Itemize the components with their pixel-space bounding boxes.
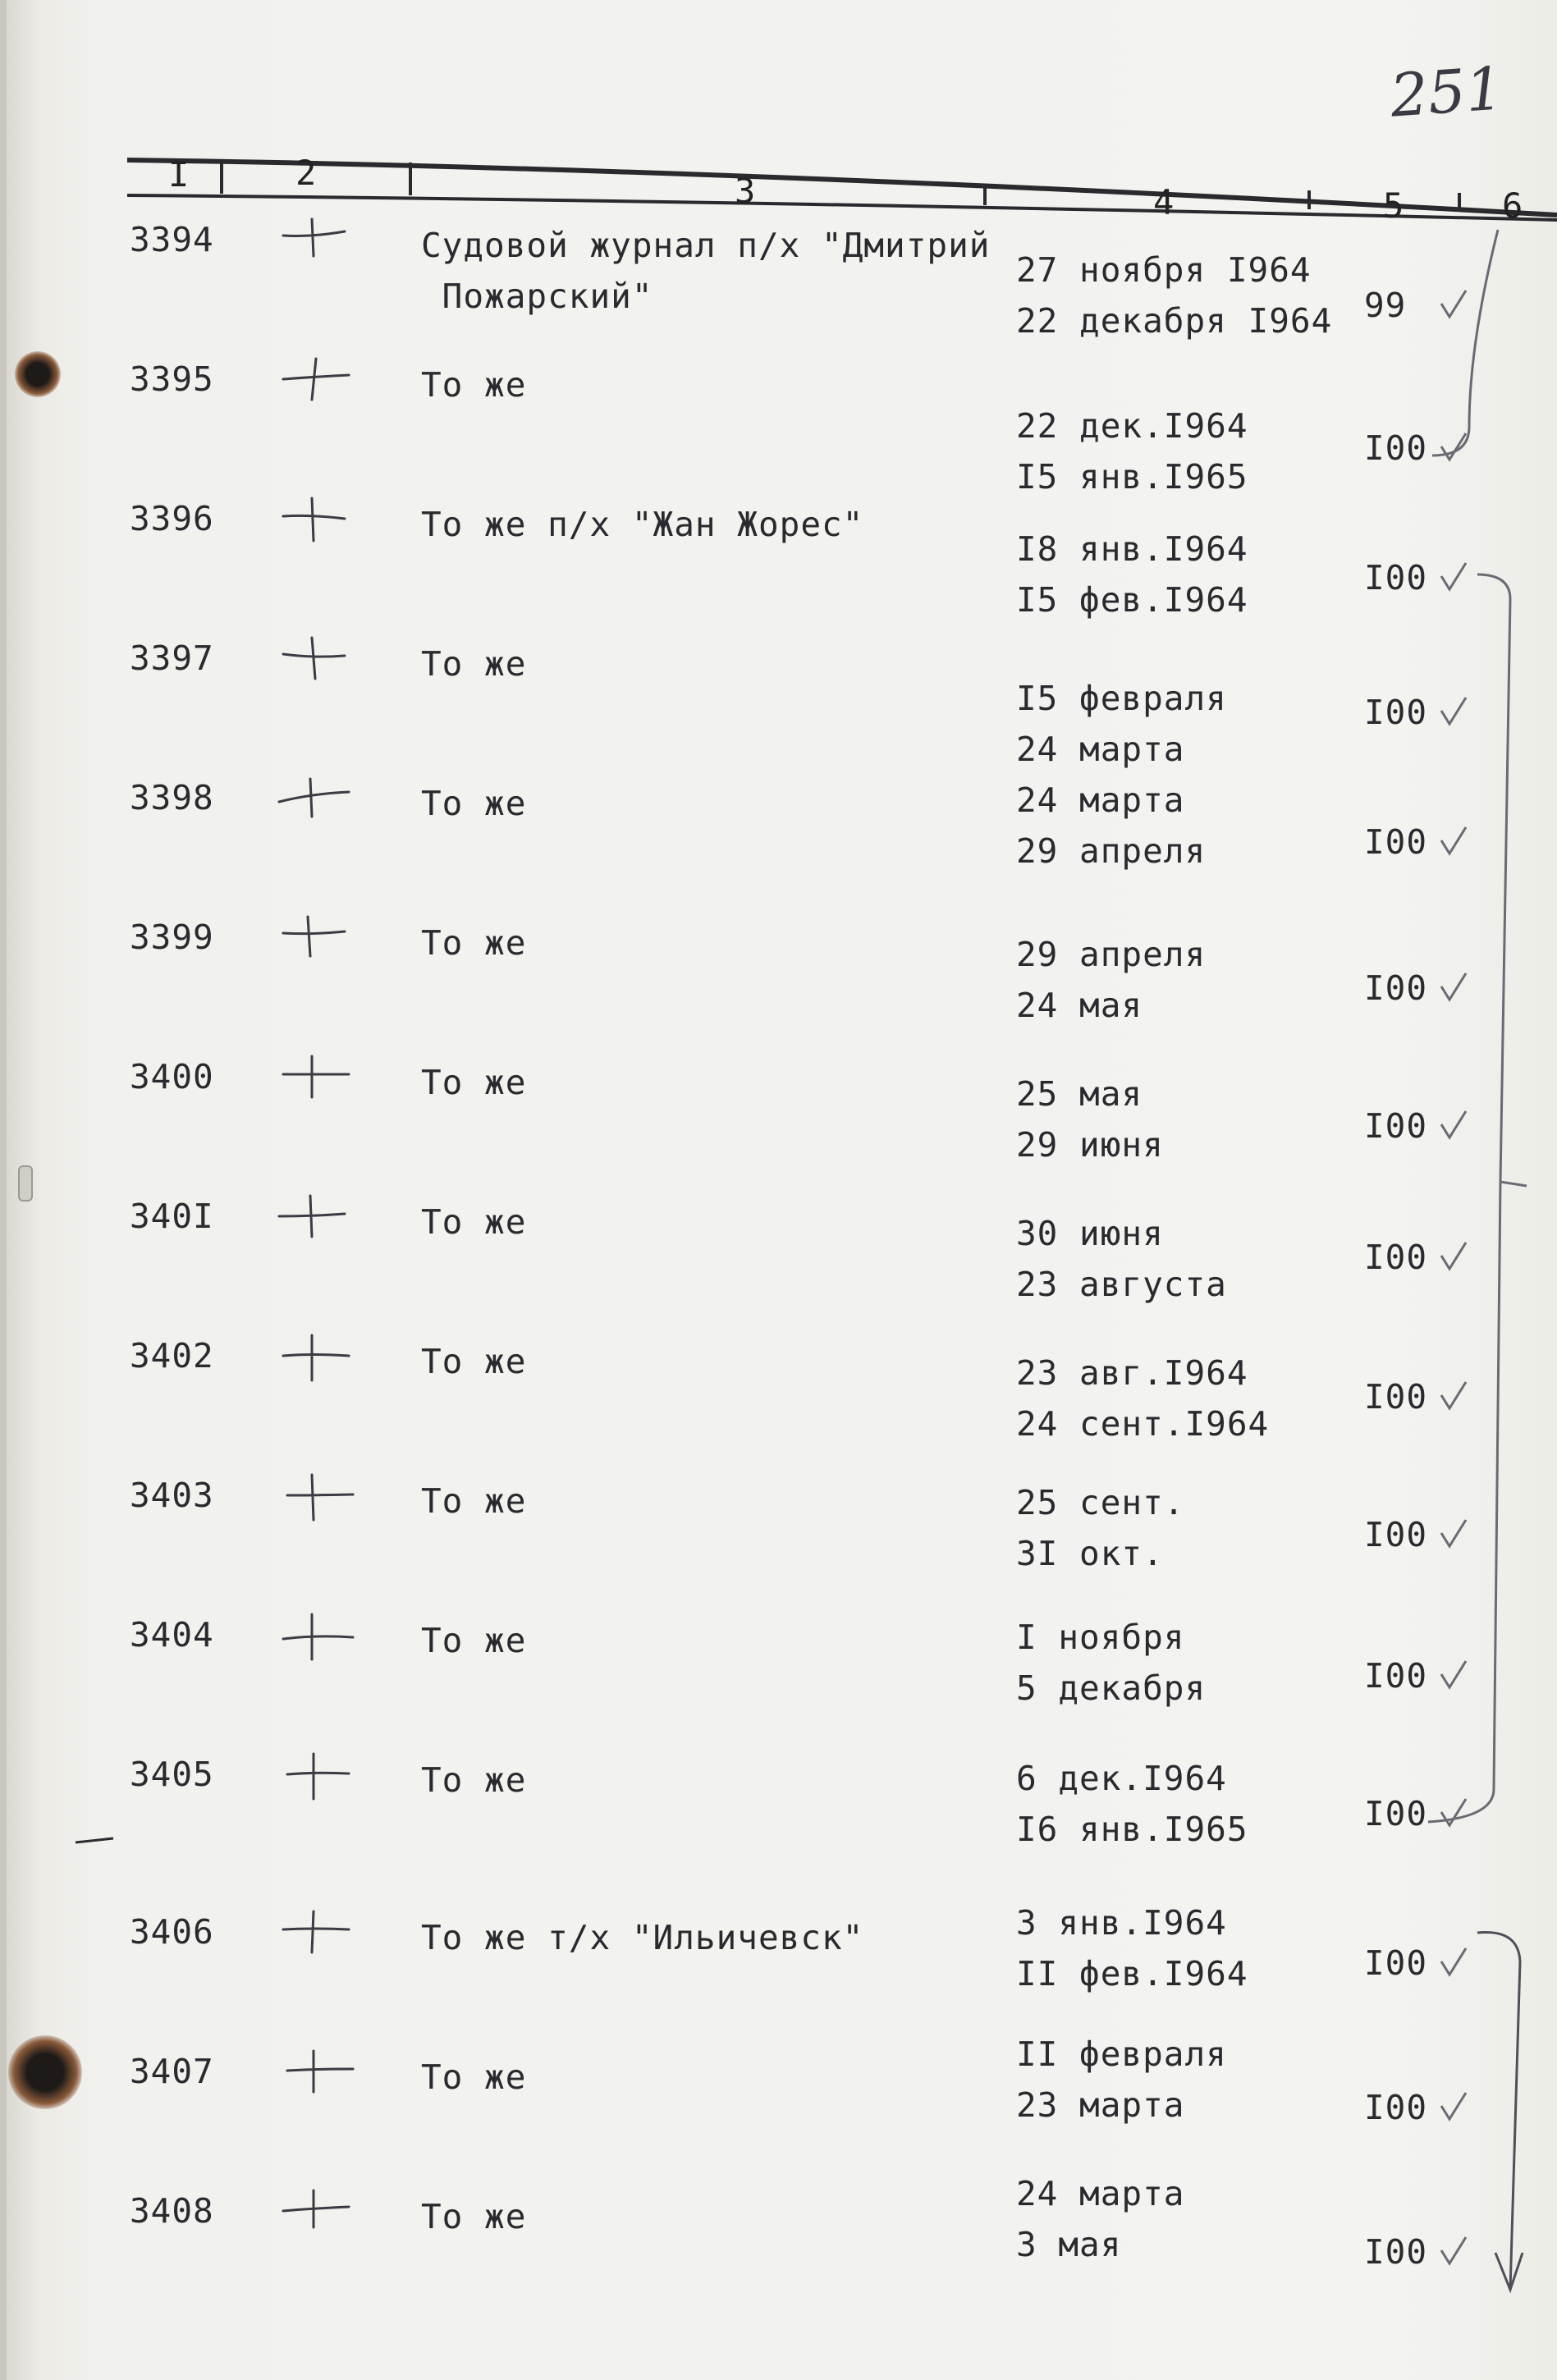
start-date: 27 ноября I964	[1016, 250, 1312, 290]
row-number: 3403	[130, 1476, 214, 1515]
row-dates	[1016, 1612, 1206, 1714]
row-dates	[1016, 929, 1206, 1031]
row-title: То же т/х "Ильичевск"	[421, 1918, 864, 1957]
end-date: 23 марта	[1016, 2085, 1185, 2125]
column-number-5: 5	[1383, 185, 1404, 226]
end-date: 29 апреля	[1016, 831, 1207, 871]
table-row	[0, 1476, 1557, 1599]
row-dates	[1016, 1477, 1184, 1579]
table-row	[0, 778, 1557, 901]
row-title: То же	[421, 923, 527, 963]
row-title: То же	[421, 1342, 527, 1381]
end-date: I5 янв.I965	[1016, 457, 1248, 497]
end-date: 24 сент.I964	[1016, 1404, 1270, 1444]
start-date: I5 февраля	[1016, 679, 1227, 718]
handwritten-cross-mark	[279, 1052, 353, 1110]
pencil-check-icon	[1438, 289, 1471, 322]
end-date: 5 декабря	[1016, 1668, 1207, 1708]
end-date: 29 июня	[1016, 1125, 1164, 1165]
row-number: 340I	[130, 1197, 214, 1236]
table-row	[0, 1615, 1557, 1738]
start-date: 25 мая	[1016, 1074, 1143, 1114]
handwritten-cross-mark	[279, 1750, 353, 1807]
pencil-check-icon	[1438, 826, 1471, 858]
pencil-check-icon	[1438, 1110, 1471, 1142]
row-dates	[1016, 1348, 1269, 1449]
pencil-check-icon	[1438, 1947, 1471, 1980]
handwritten-cross-mark	[279, 1610, 353, 1668]
start-date: 29 апреля	[1016, 935, 1207, 974]
handwritten-cross-mark	[279, 1192, 353, 1249]
start-date: 24 марта	[1016, 780, 1185, 820]
page-count: I00	[1364, 2232, 1428, 2272]
page-count: I00	[1364, 1238, 1428, 1277]
table-row	[0, 1197, 1557, 1320]
handwritten-cross-mark	[279, 355, 353, 412]
row-dates	[1016, 400, 1248, 502]
page-count: 99	[1364, 286, 1407, 325]
end-date: 3 мая	[1016, 2225, 1122, 2264]
table-row	[0, 918, 1557, 1041]
row-number: 3400	[130, 1057, 214, 1096]
table-row	[0, 1903, 1557, 2035]
pencil-check-icon	[1438, 1518, 1471, 1551]
handwritten-cross-mark	[279, 215, 353, 272]
page-count: I00	[1364, 1656, 1428, 1696]
folio-number: 251	[1387, 53, 1505, 130]
end-date: II фев.I964	[1016, 1954, 1248, 1993]
row-title: То же	[421, 1202, 527, 1242]
start-date: I ноября	[1016, 1618, 1185, 1657]
table-row	[0, 2034, 1557, 2175]
handwritten-cross-mark	[279, 1331, 353, 1389]
column-number-2: 2	[295, 153, 317, 193]
row-number: 3402	[130, 1336, 214, 1375]
start-date: 6 дек.I964	[1016, 1759, 1227, 1798]
row-number: 3395	[130, 359, 214, 399]
row-dates	[1016, 2029, 1227, 2131]
handwritten-cross-mark	[279, 2186, 353, 2244]
row-title: То же	[421, 1063, 527, 1102]
handwritten-cross-mark	[279, 494, 353, 552]
end-date: I6 янв.I965	[1016, 1810, 1248, 1849]
row-number: 3394	[130, 220, 214, 259]
start-date: 3 янв.I964	[1016, 1903, 1227, 1943]
row-title: То же	[421, 1481, 527, 1521]
column-number-4: 4	[1153, 182, 1175, 222]
row-title: То же	[421, 1760, 527, 1800]
row-dates	[1016, 1069, 1164, 1170]
page-count: I00	[1364, 1106, 1428, 1146]
pencil-check-icon	[1438, 1241, 1471, 1274]
handwritten-cross-mark	[279, 634, 353, 691]
pencil-check-icon	[1438, 561, 1471, 594]
row-number: 3406	[130, 1912, 214, 1952]
table-row	[0, 1755, 1557, 1878]
row-dates	[1016, 1897, 1248, 1999]
table-row	[0, 638, 1557, 769]
row-dates	[1016, 245, 1332, 346]
column-number-6: 6	[1502, 185, 1523, 226]
start-date: 30 июня	[1016, 1214, 1164, 1253]
row-number: 3408	[130, 2191, 214, 2231]
handwritten-cross-mark	[279, 2047, 353, 2104]
row-dates	[1016, 673, 1227, 775]
end-date: 3I окт.	[1016, 1534, 1164, 1573]
pencil-check-icon	[1438, 2236, 1471, 2268]
page-count: I00	[1364, 558, 1428, 597]
table-row	[0, 2174, 1557, 2314]
row-number: 3399	[130, 918, 214, 957]
row-title: Судовой журнал п/х "Дмитрий Пожарский"	[421, 226, 991, 316]
start-date: 23 авг.I964	[1016, 1353, 1248, 1393]
page-count: I00	[1364, 1943, 1428, 1983]
end-date: 24 мая	[1016, 986, 1143, 1025]
row-title: То же	[421, 784, 527, 823]
table-header-rule	[0, 0, 1557, 246]
pencil-check-icon	[1438, 972, 1471, 1005]
column-number-3: 3	[735, 171, 756, 211]
table-row	[0, 1057, 1557, 1180]
page-count: I00	[1364, 2088, 1428, 2127]
row-title: То же	[421, 2197, 527, 2236]
page-count: I00	[1364, 968, 1428, 1008]
end-date: 22 декабря I964	[1016, 301, 1333, 341]
page-count: I00	[1364, 822, 1428, 862]
row-number: 3404	[130, 1615, 214, 1655]
row-title: То же	[421, 2057, 527, 2097]
pencil-check-icon	[1438, 1659, 1471, 1692]
table-row	[0, 499, 1557, 622]
pencil-check-icon	[1438, 1380, 1471, 1413]
handwritten-cross-mark	[279, 773, 353, 831]
page-count: I00	[1364, 428, 1428, 468]
end-date: 24 марта	[1016, 730, 1185, 769]
page-count: I00	[1364, 1794, 1428, 1833]
row-dates	[1016, 2168, 1184, 2270]
table-row	[0, 359, 1557, 497]
row-dates	[1016, 1208, 1227, 1310]
pencil-check-icon	[1438, 1797, 1471, 1830]
row-number: 3398	[130, 778, 214, 817]
row-title: То же	[421, 644, 527, 684]
row-dates	[1016, 1753, 1248, 1855]
end-date: I5 фев.I964	[1016, 580, 1248, 620]
end-date: 23 августа	[1016, 1265, 1227, 1304]
handwritten-cross-mark	[279, 913, 353, 970]
page-count: I00	[1364, 1377, 1428, 1417]
column-number-1: I	[168, 154, 190, 195]
pencil-check-icon	[1438, 2091, 1471, 2124]
row-dates	[1016, 524, 1248, 625]
handwritten-cross-mark	[279, 1471, 353, 1528]
start-date: I8 янв.I964	[1016, 529, 1248, 569]
row-number: 3405	[130, 1755, 214, 1794]
row-number: 3397	[130, 638, 214, 678]
start-date: 22 дек.I964	[1016, 406, 1248, 446]
start-date: 25 сент.	[1016, 1483, 1185, 1522]
row-title: То же	[421, 365, 527, 405]
row-dates	[1016, 775, 1206, 876]
row-title: То же п/х "Жан Жорес"	[421, 505, 864, 544]
row-title: То же	[421, 1621, 527, 1660]
start-date: 24 марта	[1016, 2174, 1185, 2213]
row-number: 3396	[130, 499, 214, 538]
row-number: 3407	[130, 2052, 214, 2091]
page-count: I00	[1364, 693, 1428, 732]
page-count: I00	[1364, 1515, 1428, 1554]
pencil-check-icon	[1438, 432, 1471, 465]
table-row	[0, 220, 1557, 343]
pencil-check-icon	[1438, 696, 1471, 729]
table-row	[0, 1336, 1557, 1459]
start-date: II февраля	[1016, 2034, 1227, 2074]
handwritten-cross-mark	[279, 1907, 353, 1965]
